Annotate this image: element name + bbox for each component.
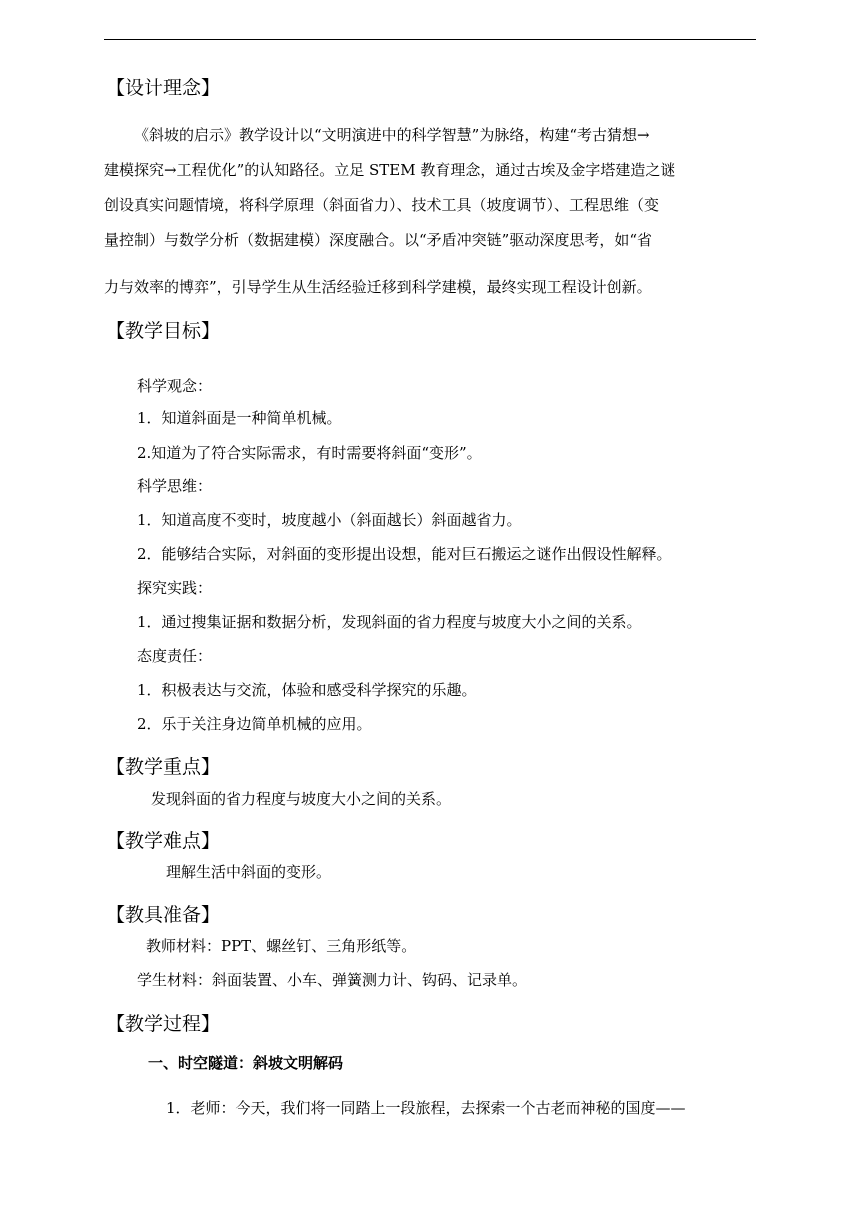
goal-attitude-label: 态度责任： bbox=[137, 647, 213, 665]
design-line-1: 《斜坡的启示》教学设计以“文明演进中的科学智慧”为脉络，构建“考古猜想→ bbox=[134, 126, 650, 144]
heading-teaching-aids: 【教具准备】 bbox=[106, 904, 221, 926]
goal-practice-label: 探究实践： bbox=[137, 579, 213, 597]
goal-practice-1: 1．通过搜集证据和数据分析，发现斜面的省力程度与坡度大小之间的关系。 bbox=[137, 613, 642, 631]
goal-concept-2: 2.知道为了符合实际需求，有时需要将斜面“变形”。 bbox=[137, 444, 482, 462]
design-line-3: 创设真实问题情境，将科学原理（斜面省力）、技术工具（坡度调节）、工程思维（变 bbox=[104, 196, 660, 214]
key-point-text: 发现斜面的省力程度与坡度大小之间的关系。 bbox=[151, 790, 452, 808]
process-section-1: 一、时空隧道：斜坡文明解码 bbox=[148, 1054, 344, 1072]
process-item-1: 1．老师：今天，我们将一同踏上一段旅程，去探索一个古老而神秘的国度—— bbox=[166, 1099, 686, 1117]
design-line-5: 力与效率的博弈”，引导学生从生活经验迁移到科学建模，最终实现工程设计创新。 bbox=[104, 278, 652, 296]
goal-attitude-2: 2．乐于关注身边简单机械的应用。 bbox=[137, 715, 372, 733]
design-line-2: 建模探究→工程优化”的认知路径。立足 STEM 教育理念，通过古埃及金字塔建造之谜 bbox=[104, 161, 676, 179]
design-line-4: 量控制）与数学分析（数据建模）深度融合。以“矛盾冲突链”驱动深度思考，如“省 bbox=[104, 231, 653, 249]
goal-thinking-2: 2．能够结合实际，对斜面的变形提出设想，能对巨石搬运之谜作出假设性解释。 bbox=[137, 545, 672, 563]
goal-concept-label: 科学观念： bbox=[137, 377, 213, 395]
heading-process: 【教学过程】 bbox=[106, 1013, 221, 1035]
goal-attitude-1: 1．积极表达与交流，体验和感受科学探究的乐趣。 bbox=[137, 681, 477, 699]
heading-design-concept: 【设计理念】 bbox=[106, 77, 221, 99]
header-rule bbox=[104, 39, 756, 40]
heading-difficulty: 【教学难点】 bbox=[106, 830, 221, 852]
heading-key-point: 【教学重点】 bbox=[106, 756, 221, 778]
goal-thinking-label: 科学思维： bbox=[137, 477, 213, 495]
prep-teacher: 教师材料：PPT、螺丝钉、三角形纸等。 bbox=[146, 937, 417, 955]
goal-thinking-1: 1．知道高度不变时，坡度越小（斜面越长）斜面越省力。 bbox=[137, 511, 522, 529]
heading-teaching-goals: 【教学目标】 bbox=[106, 320, 221, 342]
goal-concept-1: 1．知道斜面是一种简单机械。 bbox=[137, 409, 342, 427]
prep-student: 学生材料：斜面装置、小车、弹簧测力计、钩码、记录单。 bbox=[137, 971, 528, 989]
difficulty-text: 理解生活中斜面的变形。 bbox=[166, 863, 332, 881]
